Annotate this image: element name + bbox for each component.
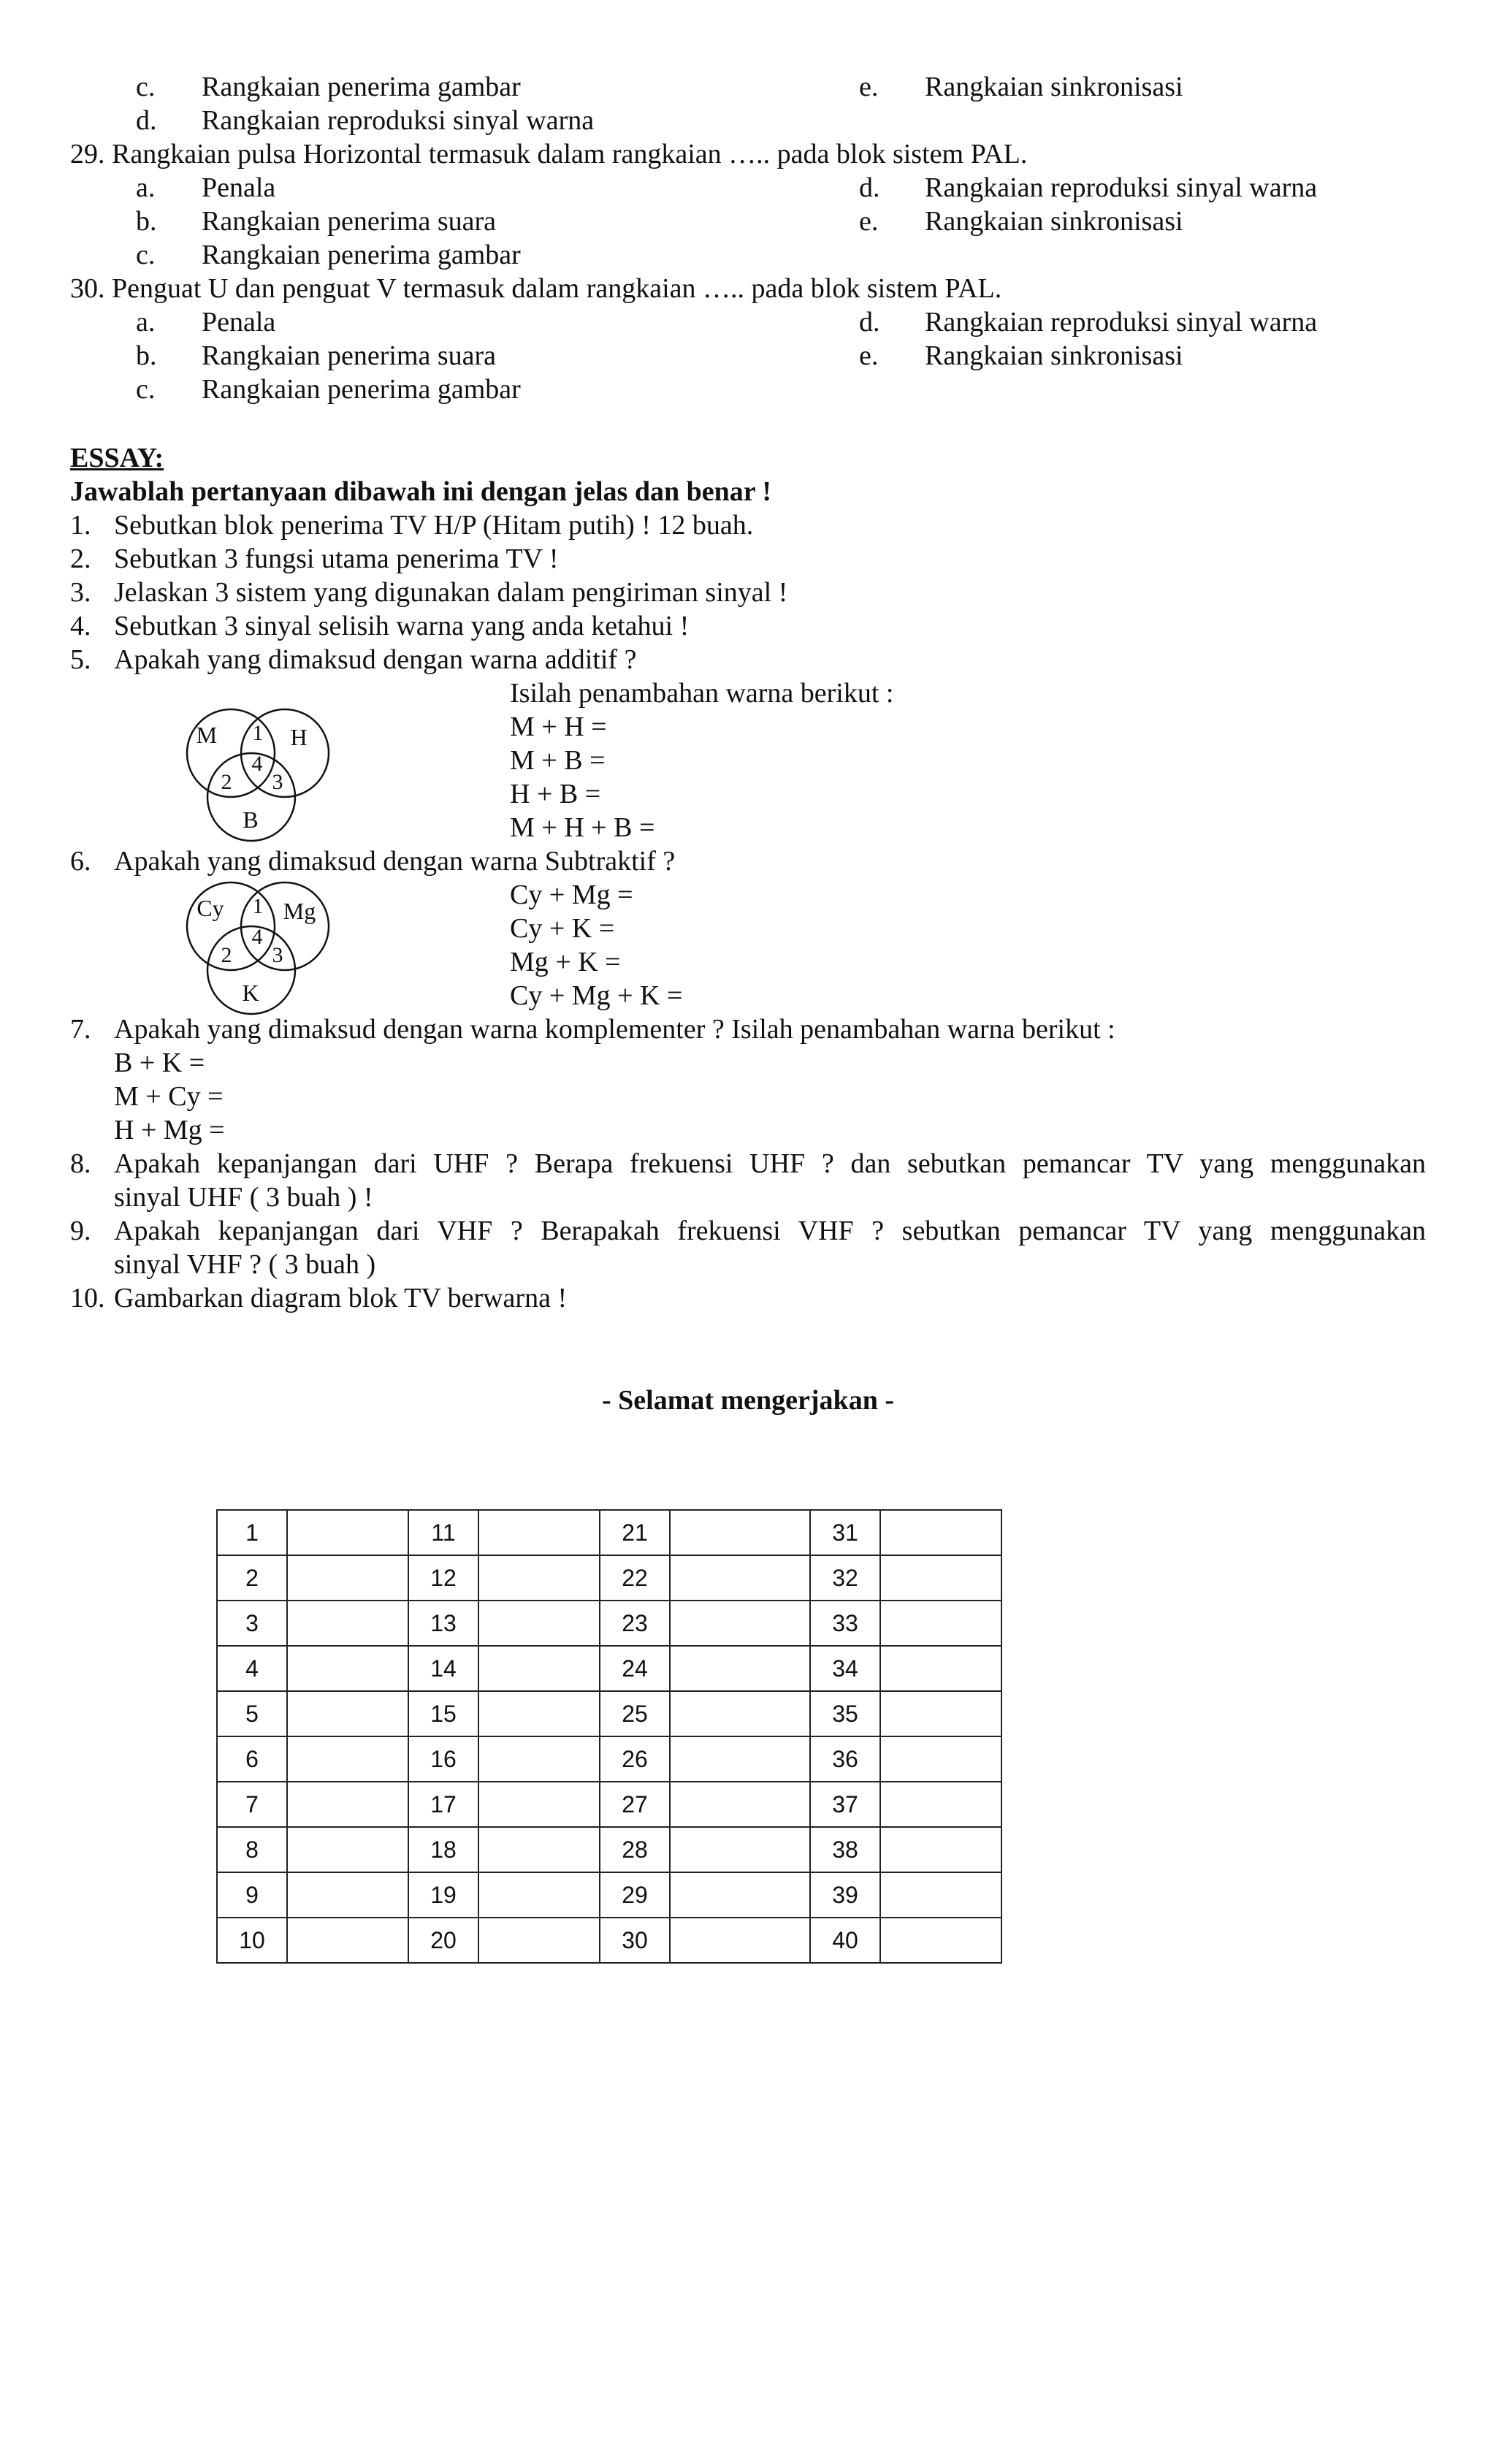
q5-equation: H + B =: [510, 779, 601, 809]
answer-cell[interactable]: [287, 1691, 408, 1736]
answer-number: 1: [217, 1510, 287, 1555]
answer-cell[interactable]: [670, 1827, 810, 1872]
answer-row: [217, 1918, 1001, 1963]
essay-question-9-line1: Apakah kepanjangan dari VHF ? Berapakah frekuensi VHF ? sebutkan pemancar TV yang menggunakan: [114, 1216, 1426, 1246]
option-text: Rangkaian sinkronisasi: [925, 206, 1183, 237]
venn-region-1: 1: [252, 721, 264, 745]
essay-question-5: Apakah yang dimaksud dengan warna additif ?: [114, 644, 637, 675]
answer-cell[interactable]: [880, 1646, 1001, 1691]
option-letter: d.: [859, 172, 880, 203]
answer-number: 2: [217, 1555, 287, 1601]
venn-region-2: 2: [221, 770, 232, 794]
option-letter: b.: [136, 340, 157, 371]
answer-number: 30: [600, 1918, 670, 1963]
option-text: Rangkaian penerima gambar: [202, 72, 521, 102]
venn-label-bottom: K: [242, 980, 259, 1006]
answer-cell[interactable]: [287, 1827, 408, 1872]
venn-diagram-subtractive: [168, 878, 343, 1024]
option-text: Rangkaian reproduksi sinyal warna: [925, 172, 1318, 203]
option-letter: d.: [859, 307, 880, 337]
answer-cell[interactable]: [670, 1601, 810, 1646]
answer-number: 33: [810, 1601, 880, 1646]
option-letter: e.: [859, 340, 879, 371]
q5-equation: M + H =: [510, 712, 607, 742]
answer-number: 7: [217, 1782, 287, 1827]
option-text: Rangkaian penerima suara: [202, 340, 497, 371]
answer-number: 12: [408, 1555, 478, 1601]
venn-label-right: H: [290, 724, 308, 750]
answer-cell[interactable]: [880, 1555, 1001, 1601]
answer-cell[interactable]: [880, 1918, 1001, 1963]
answer-cell[interactable]: [287, 1872, 408, 1918]
essay-instruction: Jawablah pertanyaan dibawah ini dengan jelas dan benar !: [70, 476, 772, 507]
answer-number: 6: [217, 1736, 287, 1782]
venn-region-4: 4: [251, 925, 263, 949]
answer-cell[interactable]: [880, 1872, 1001, 1918]
q6-equation: Cy + Mg =: [510, 880, 633, 910]
venn-region-2: 2: [221, 943, 232, 967]
answer-number: 19: [408, 1872, 478, 1918]
essay-num: 10.: [70, 1283, 105, 1313]
answer-number: 36: [810, 1736, 880, 1782]
q7-equation: H + Mg =: [114, 1115, 225, 1145]
answer-cell[interactable]: [880, 1601, 1001, 1646]
option-text: Rangkaian sinkronisasi: [925, 72, 1183, 102]
answer-cell[interactable]: [670, 1782, 810, 1827]
q5-equation: M + B =: [510, 745, 606, 776]
answer-number: 9: [217, 1872, 287, 1918]
answer-cell[interactable]: [478, 1872, 600, 1918]
q7-equation: B + K =: [114, 1048, 205, 1078]
q6-equation: Mg + K =: [510, 947, 621, 977]
option-text: Rangkaian penerima gambar: [202, 240, 521, 270]
answer-cell[interactable]: [670, 1736, 810, 1782]
essay-question-6: Apakah yang dimaksud dengan warna Subtraktif ?: [114, 846, 676, 877]
answer-cell[interactable]: [478, 1736, 600, 1782]
q5-equation: M + H + B =: [510, 812, 655, 843]
question-30: 30. Penguat U dan penguat V termasuk dalam rangkaian ….. pada blok sistem PAL.: [70, 273, 1002, 304]
answer-cell[interactable]: [478, 1601, 600, 1646]
answer-cell[interactable]: [670, 1918, 810, 1963]
answer-grid: [216, 1509, 1002, 1964]
option-letter: d.: [136, 105, 157, 136]
answer-number: 13: [408, 1601, 478, 1646]
essay-num: 8.: [70, 1148, 91, 1179]
essay-question-1: Sebutkan blok penerima TV H/P (Hitam putih) ! 12 buah.: [114, 510, 754, 541]
essay-num: 2.: [70, 543, 91, 574]
answer-number: 5: [217, 1691, 287, 1736]
option-text: Rangkaian reproduksi sinyal warna: [202, 105, 595, 136]
answer-cell[interactable]: [670, 1872, 810, 1918]
essay-question-4: Sebutkan 3 sinyal selisih warna yang anda ketahui !: [114, 611, 690, 641]
q6-equation: Cy + Mg + K =: [510, 980, 683, 1011]
venn-region-4: 4: [251, 752, 263, 776]
answer-number: 21: [600, 1510, 670, 1555]
essay-num: 7.: [70, 1014, 91, 1045]
answer-number: 23: [600, 1601, 670, 1646]
answer-cell[interactable]: [287, 1918, 408, 1963]
answer-number: 18: [408, 1827, 478, 1872]
answer-cell[interactable]: [670, 1646, 810, 1691]
option-letter: b.: [136, 206, 157, 237]
option-letter: c.: [136, 72, 156, 102]
answer-number: 39: [810, 1872, 880, 1918]
answer-row: [217, 1646, 1001, 1691]
option-text: Penala: [202, 172, 276, 203]
option-text: Penala: [202, 307, 276, 337]
essay-num: 6.: [70, 846, 91, 877]
q7-equation: M + Cy =: [114, 1081, 224, 1112]
answer-cell[interactable]: [478, 1510, 600, 1555]
answer-cell[interactable]: [880, 1827, 1001, 1872]
essay-question-8-line2: sinyal UHF ( 3 buah ) !: [114, 1182, 373, 1213]
answer-number: 29: [600, 1872, 670, 1918]
answer-cell[interactable]: [287, 1601, 408, 1646]
option-letter: a.: [136, 307, 156, 337]
q6-equation: Cy + K =: [510, 913, 615, 944]
answer-number: 38: [810, 1827, 880, 1872]
essay-question-9-line2: sinyal VHF ? ( 3 buah ): [114, 1249, 376, 1280]
answer-number: 32: [810, 1555, 880, 1601]
answer-number: 15: [408, 1691, 478, 1736]
option-text: Rangkaian sinkronisasi: [925, 340, 1183, 371]
answer-row: [217, 1872, 1001, 1918]
answer-cell[interactable]: [287, 1782, 408, 1827]
answer-number: 27: [600, 1782, 670, 1827]
answer-number: 34: [810, 1646, 880, 1691]
answer-number: 28: [600, 1827, 670, 1872]
closing-text: - Selamat mengerjakan -: [602, 1385, 894, 1416]
essay-num: 4.: [70, 611, 91, 641]
answer-row: [217, 1555, 1001, 1601]
answer-number: 25: [600, 1691, 670, 1736]
answer-cell[interactable]: [478, 1555, 600, 1601]
answer-cell[interactable]: [880, 1510, 1001, 1555]
answer-number: 10: [217, 1918, 287, 1963]
answer-row: [217, 1736, 1001, 1782]
option-letter: e.: [859, 72, 879, 102]
answer-cell[interactable]: [880, 1736, 1001, 1782]
answer-number: 3: [217, 1601, 287, 1646]
answer-cell[interactable]: [880, 1782, 1001, 1827]
answer-number: 31: [810, 1510, 880, 1555]
question-29: 29. Rangkaian pulsa Horizontal termasuk dalam rangkaian ….. pada blok sistem PAL.: [70, 139, 1028, 169]
essay-num: 3.: [70, 577, 91, 608]
answer-row: [217, 1782, 1001, 1827]
essay-question-3: Jelaskan 3 sistem yang digunakan dalam pengiriman sinyal !: [114, 577, 788, 608]
essay-num: 5.: [70, 644, 91, 675]
option-letter: c.: [136, 240, 156, 270]
answer-number: 16: [408, 1736, 478, 1782]
answer-number: 22: [600, 1555, 670, 1601]
answer-cell[interactable]: [880, 1691, 1001, 1736]
option-letter: c.: [136, 374, 156, 405]
answer-cell[interactable]: [670, 1555, 810, 1601]
answer-row: [217, 1827, 1001, 1872]
answer-number: 17: [408, 1782, 478, 1827]
option-text: Rangkaian penerima suara: [202, 206, 497, 237]
answer-cell[interactable]: [287, 1646, 408, 1691]
option-text: Rangkaian penerima gambar: [202, 374, 521, 405]
essay-num: 9.: [70, 1216, 91, 1246]
answer-cell[interactable]: [670, 1691, 810, 1736]
answer-number: 37: [810, 1782, 880, 1827]
option-letter: e.: [859, 206, 879, 237]
answer-row: [217, 1691, 1001, 1736]
venn-region-1: 1: [252, 894, 264, 918]
answer-number: 20: [408, 1918, 478, 1963]
answer-row: [217, 1601, 1001, 1646]
essay-question-8-line1: Apakah kepanjangan dari UHF ? Berapa frekuensi UHF ? dan sebutkan pemancar TV yang menggunakan: [114, 1148, 1426, 1179]
q5-instruction: Isilah penambahan warna berikut :: [510, 678, 894, 709]
essay-heading: ESSAY:: [70, 443, 164, 473]
venn-diagram-additive: [168, 705, 343, 851]
answer-number: 40: [810, 1918, 880, 1963]
answer-cell[interactable]: [287, 1510, 408, 1555]
answer-cell[interactable]: [670, 1510, 810, 1555]
venn-label-right: Mg: [283, 898, 316, 924]
answer-cell[interactable]: [287, 1555, 408, 1601]
venn-label-left: Cy: [196, 895, 224, 921]
venn-region-3: 3: [272, 943, 283, 967]
answer-number: 8: [217, 1827, 287, 1872]
venn-label-bottom: B: [243, 806, 259, 833]
option-text: Rangkaian reproduksi sinyal warna: [925, 307, 1318, 337]
answer-number: 14: [408, 1646, 478, 1691]
answer-number: 11: [408, 1510, 478, 1555]
answer-cell[interactable]: [478, 1918, 600, 1963]
essay-question-10: Gambarkan diagram blok TV berwarna !: [114, 1283, 568, 1313]
answer-cell[interactable]: [478, 1691, 600, 1736]
essay-num: 1.: [70, 510, 91, 541]
answer-row: [217, 1510, 1001, 1555]
answer-cell[interactable]: [478, 1827, 600, 1872]
answer-cell[interactable]: [287, 1736, 408, 1782]
essay-question-2: Sebutkan 3 fungsi utama penerima TV !: [114, 543, 559, 574]
answer-number: 4: [217, 1646, 287, 1691]
venn-label-left: M: [196, 722, 218, 748]
answer-cell[interactable]: [478, 1646, 600, 1691]
venn-region-3: 3: [272, 770, 283, 794]
answer-number: 35: [810, 1691, 880, 1736]
option-letter: a.: [136, 172, 156, 203]
essay-question-7: Apakah yang dimaksud dengan warna komplementer ? Isilah penambahan warna berikut :: [114, 1014, 1115, 1045]
answer-number: 24: [600, 1646, 670, 1691]
answer-number: 26: [600, 1736, 670, 1782]
answer-cell[interactable]: [478, 1782, 600, 1827]
